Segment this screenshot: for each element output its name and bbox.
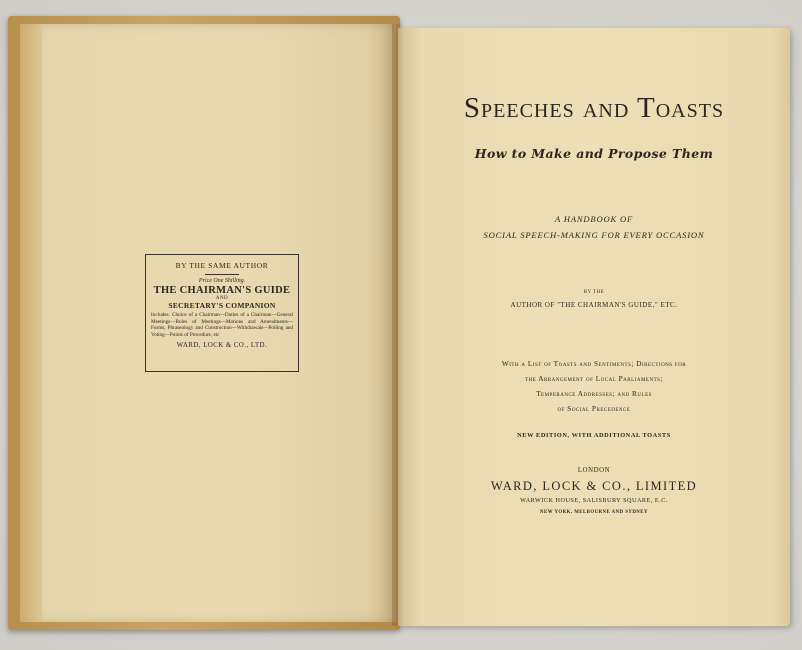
author-line: AUTHOR OF "THE CHAIRMAN'S GUIDE," ETC. xyxy=(510,301,678,309)
publisher-cities: NEW YORK, MELBOURNE AND SYDNEY xyxy=(540,510,648,515)
handbook-line-2: SOCIAL SPEECH-MAKING FOR EVERY OCCASION xyxy=(483,230,705,240)
edition-line: NEW EDITION, WITH ADDITIONAL TOASTS xyxy=(517,432,671,439)
advert-by-same-author: BY THE SAME AUTHOR xyxy=(175,261,269,270)
book-subtitle: How to Make and Propose Them xyxy=(474,146,714,161)
publisher-name: WARD, LOCK & CO., LIMITED xyxy=(490,479,698,493)
description xyxy=(398,356,790,416)
handbook-line-1: A HANDBOOK OF xyxy=(554,214,634,224)
publisher-address: WARWICK HOUSE, SALISBURY SQUARE, E.C. xyxy=(520,497,668,504)
book-title: Speeches and Toasts xyxy=(463,92,725,124)
description-line: Temperance Addresses; and Rules xyxy=(536,389,652,398)
description-line: the Arrangement of Local Parliaments; xyxy=(525,374,663,383)
advert-price: Price One Shilling. xyxy=(198,278,246,284)
publication-city: LONDON xyxy=(577,467,611,474)
description-line: With a List of Toasts and Sentiments; Directions for xyxy=(501,359,687,368)
by-the: BY THE xyxy=(583,290,605,295)
advert-rule xyxy=(205,274,239,275)
advert-and: AND xyxy=(215,296,229,301)
advert-publisher: WARD, LOCK & CO., LTD. xyxy=(176,342,268,350)
description-line: of Social Precedence xyxy=(557,404,631,413)
advert-companion-title: SECRETARY'S COMPANION xyxy=(168,301,276,310)
advert-box xyxy=(145,254,299,372)
advert-guide-title: THE CHAIRMAN'S GUIDE xyxy=(153,285,291,296)
advert-includes: Includes: Choice of a Chairman—Duties of a Chairman—General Meetings—Rules of Meetings—Motions and Amendments—Forms, Phraseology and Construction—Withdrawals—Polling and Voting—Points of Procedure, etc xyxy=(151,312,293,338)
